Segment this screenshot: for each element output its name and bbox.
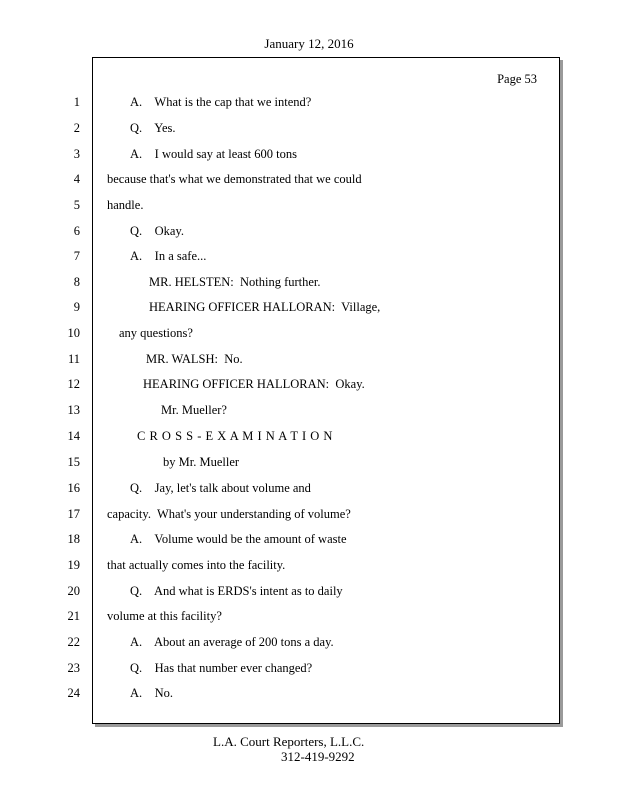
transcript-line: Q. Jay, let's talk about volume and [130,481,311,495]
footer-phone: 312-419-9292 [281,749,355,764]
page-number: Page 53 [497,72,537,86]
transcript-line: because that's what we demonstrated that we could [107,172,362,186]
line-number: 16 [67,481,80,495]
line-number: 3 [73,147,80,161]
transcript-line: A. In a safe... [130,249,207,263]
line-number: 23 [67,661,80,675]
header-date: January 12, 2016 [264,36,354,51]
transcript-line: A. No. [130,686,174,700]
transcript-line: A. About an average of 200 tons a day. [130,635,334,649]
line-number: 22 [67,635,80,649]
transcript-line: A. I would say at least 600 tons [130,147,297,161]
line-number: 9 [73,300,80,314]
line-number: 19 [67,558,80,572]
transcript-line: handle. [107,198,144,212]
line-number: 24 [67,686,80,700]
line-number: 7 [73,249,80,263]
line-number: 20 [67,584,80,598]
transcript-line: MR. WALSH: No. [146,352,243,366]
transcript-line: A. Volume would be the amount of waste [130,532,347,546]
transcript-line: Q. Has that number ever changed? [130,661,313,675]
transcript-line: that actually comes into the facility. [107,558,286,572]
transcript-line: any questions? [119,326,193,340]
transcript-line: Q. Yes. [130,121,176,135]
line-number: 8 [73,275,80,289]
transcript-line: volume at this facility? [107,609,222,623]
transcript-line: Mr. Mueller? [161,403,227,417]
transcript-line: HEARING OFFICER HALLORAN: Okay. [143,377,365,391]
line-number: 15 [67,455,80,469]
line-number: 1 [73,95,80,109]
line-number: 12 [67,377,80,391]
line-number: 4 [73,172,80,186]
line-number: 5 [73,198,80,212]
line-number: 13 [67,403,80,417]
transcript-line: by Mr. Mueller [163,455,240,469]
transcript-line: HEARING OFFICER HALLORAN: Village, [149,300,381,314]
line-number: 11 [67,352,80,366]
footer-company: L.A. Court Reporters, L.L.C. [213,734,365,749]
line-number: 6 [73,224,80,238]
transcript-line: C R O S S - E X A M I N A T I O N [137,429,333,443]
line-number: 21 [67,609,80,623]
transcript-line: A. What is the cap that we intend? [130,95,312,109]
line-number: 17 [67,507,80,521]
transcript-line: MR. HELSTEN: Nothing further. [149,275,321,289]
line-number: 14 [67,429,80,443]
line-number: 18 [67,532,80,546]
line-number: 10 [67,326,80,340]
transcript-line: Q. And what is ERDS's intent as to daily [130,584,343,598]
transcript-line: capacity. What's your understanding of volume? [107,507,351,521]
transcript-line: Q. Okay. [130,224,185,238]
line-number: 2 [73,121,80,135]
